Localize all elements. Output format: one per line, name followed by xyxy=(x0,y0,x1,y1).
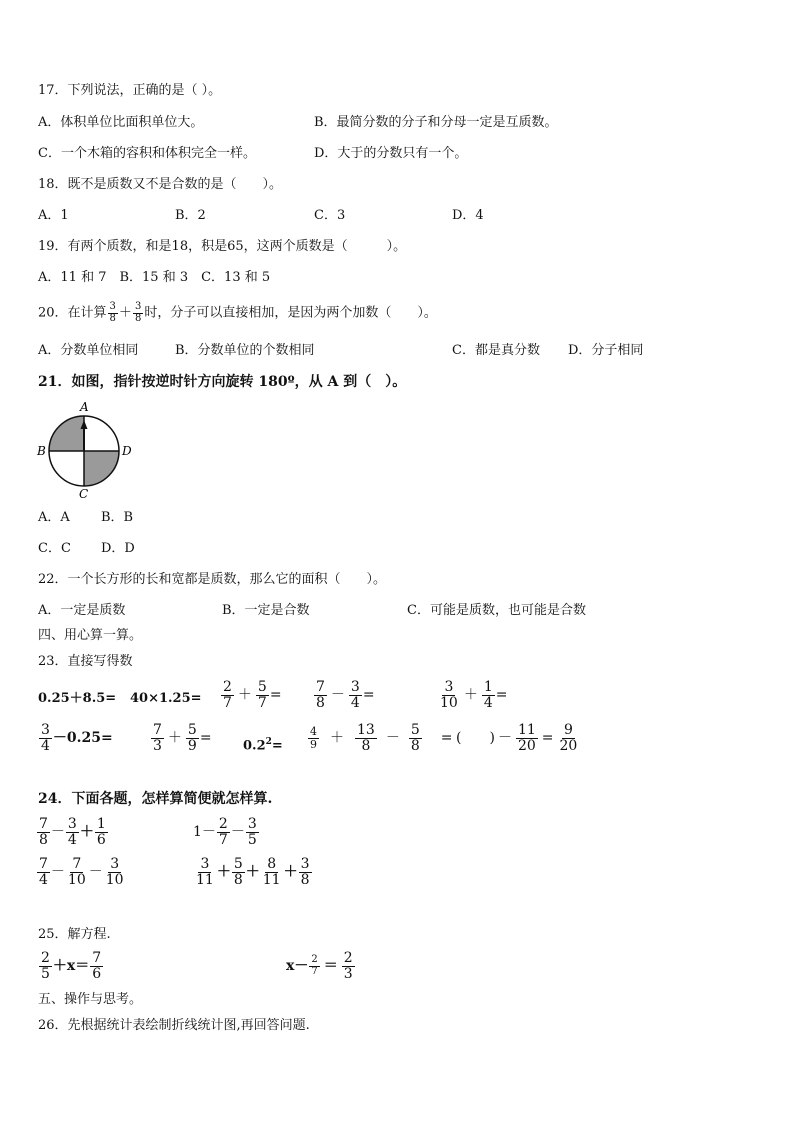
fraction-numerator: 3 xyxy=(67,816,77,832)
fraction-denominator: 5 xyxy=(247,831,257,848)
fraction-numerator: 7 xyxy=(39,816,48,832)
q22-option-a: A．一定是质数 xyxy=(38,603,126,618)
q17-option-d: D．大于的分数只有一个。 xyxy=(314,146,468,161)
q20-option-d: D．分子相同 xyxy=(568,343,644,358)
q21-option-c: C．C xyxy=(38,541,71,556)
fraction-denominator: 8 xyxy=(39,831,48,848)
fraction-numerator: 5 xyxy=(410,722,420,738)
fraction-denominator: 20 xyxy=(517,737,536,754)
q25-equation-1: $\frac{2}{5}$ ＋x＝ $\frac{7}{6}$ xyxy=(41,950,102,982)
fraction-numerator: 2 xyxy=(218,816,228,832)
section-4-heading: 四、用心算一算。 xyxy=(38,628,143,643)
fraction-denominator: 5 xyxy=(41,965,50,982)
q23-r1-e2: 40×1.25= xyxy=(130,691,202,706)
q18-stem: 18．既不是质数又不是合数的是（ ）。 xyxy=(38,177,283,192)
q18-option-a: A．1 xyxy=(38,208,69,223)
q18-option-b: B．2 xyxy=(175,208,206,223)
fraction-numerator: 9 xyxy=(563,722,573,738)
fraction-denominator: 6 xyxy=(92,965,102,982)
fraction-numerator: 7 xyxy=(39,856,48,872)
fraction-denominator: 6 xyxy=(96,831,106,848)
q24-problem-4: $\frac{3}{11}$ ＋ $\frac{5}{8}$ ＋ $\frac{8}{11}$ ＋ $\frac{3}{8}$ xyxy=(196,856,310,888)
fraction-numerator: 7 xyxy=(153,722,162,738)
q23-stem: 23．直接写得数 xyxy=(38,654,133,669)
fraction-denominator: 3 xyxy=(343,965,353,982)
fraction-numerator: 3 xyxy=(200,856,210,872)
q18-option-d: D．4 xyxy=(452,208,484,223)
fraction-denominator: 8 xyxy=(410,737,420,754)
fraction-denominator: 8 xyxy=(361,737,371,754)
fraction-denominator: 7 xyxy=(223,694,232,711)
q21-option-d: D．D xyxy=(101,541,135,556)
fraction-numerator: 11 xyxy=(517,722,536,738)
fraction-numerator: 1 xyxy=(96,816,106,832)
fraction-numerator: 3 xyxy=(444,679,454,695)
rotation-dial-diagram xyxy=(34,398,144,500)
q22-stem: 22．一个长方形的长和宽都是质数，那么它的面积（ ）。 xyxy=(38,572,387,587)
fraction-denominator: 7 xyxy=(218,831,228,848)
q25-equation-2: x－ $\frac{2}{7}$ ＝ $\frac{2}{3}$ xyxy=(286,950,353,982)
fraction-numerator: 8 xyxy=(267,856,277,872)
q21-option-b: B．B xyxy=(101,510,134,525)
section-5-heading: 五、操作与思考。 xyxy=(38,992,143,1007)
q23-r1-e3: $\frac{2}{7}$ ＋ $\frac{5}{7}$ = xyxy=(223,679,282,711)
fraction-denominator: 9 xyxy=(310,737,317,751)
fraction-denominator: 3 xyxy=(153,737,162,754)
fraction-denominator: 8 xyxy=(109,312,116,324)
q22-option-c: C．可能是质数，也可能是合数 xyxy=(407,603,586,618)
fraction-numerator: 7 xyxy=(92,950,102,966)
label-c: C xyxy=(79,487,89,500)
label-d: D xyxy=(122,444,132,458)
fraction-denominator: 7 xyxy=(311,965,318,977)
fraction-denominator: 4 xyxy=(350,694,360,711)
fraction-denominator: 4 xyxy=(41,737,50,754)
fraction-denominator: 11 xyxy=(262,871,281,888)
fraction-numerator: 3 xyxy=(41,722,50,738)
fraction xyxy=(133,302,143,324)
q23-r2-e3: $0.2^2=$ xyxy=(243,737,283,754)
fraction-numerator: 2 xyxy=(311,954,318,966)
fraction-numerator: 3 xyxy=(247,816,257,832)
fraction-denominator: 11 xyxy=(196,871,214,888)
fraction-numerator: 1 xyxy=(483,679,493,695)
q17-option-a: A．体积单位比面积单位大。 xyxy=(38,115,204,130)
fraction-numerator: 7 xyxy=(316,679,325,695)
fraction-denominator: 10 xyxy=(67,871,86,888)
fraction-numerator: 3 xyxy=(350,679,360,695)
q21-option-a: A．A xyxy=(38,510,70,525)
q25-stem: 25．解方程. xyxy=(38,927,111,942)
q17-option-b: B．最简分数的分子和分母一定是互质数。 xyxy=(314,115,558,130)
q24-problem-1: $\frac{7}{8}$ － $\frac{3}{4}$ ＋ $\frac{1}{6}$ xyxy=(39,816,106,848)
q23-r2-e4: $\frac{4}{9}$ ＋ $\frac{13}{8}$ － $\frac{5}{8}$ = xyxy=(310,722,453,754)
fraction-denominator: 8 xyxy=(300,871,310,888)
q24-stem: 24．下面各题，怎样算简便就怎样算. xyxy=(38,791,273,807)
fraction-denominator: 10 xyxy=(105,871,124,888)
fraction-denominator: 4 xyxy=(483,694,493,711)
fraction-denominator: 8 xyxy=(134,312,142,324)
fraction-numerator: 4 xyxy=(310,725,317,739)
fraction-denominator: 4 xyxy=(39,871,48,888)
fraction-denominator: 9 xyxy=(187,737,197,754)
fraction-numerator: 5 xyxy=(233,856,243,872)
q23-r2-e1: $\frac{3}{4}$ －0.25= xyxy=(41,722,113,754)
q21-stem: 21．如图，指针按逆时针方向旋转 180º，从 A 到（ ）。 xyxy=(38,374,407,390)
q20-stem: 20．在计算 $\frac{3}{8}$ ＋ $\frac{3}{8}$ 时，分子可以直接相加，是因为两个加数（ ）。 xyxy=(38,301,437,324)
label-b: B xyxy=(37,444,46,458)
fraction xyxy=(108,302,118,324)
q23-r1-e5: $\frac{3}{10}$ ＋ $\frac{1}{4}$ = xyxy=(440,679,508,711)
q26-stem: 26．先根据统计表绘制折线统计图,再回答问题. xyxy=(38,1018,310,1033)
fraction-numerator: 3 xyxy=(109,301,116,312)
q19-stem: 19．有两个质数，和是18，积是65，这两个质数是（ ）。 xyxy=(38,239,407,254)
fraction-numerator: 2 xyxy=(343,950,353,966)
q23-r1-e4: $\frac{7}{8}$ － $\frac{3}{4}$ = xyxy=(316,679,375,711)
fraction-numerator: 5 xyxy=(187,722,197,738)
fraction-numerator: 3 xyxy=(134,301,142,312)
q17-stem: 17．下列说法，正确的是（ ）。 xyxy=(38,83,222,98)
fraction-numerator: 3 xyxy=(110,856,120,872)
q20-option-a: A．分数单位相同 xyxy=(38,343,139,358)
fraction-numerator: 13 xyxy=(357,722,375,738)
q17-option-c: C．一个木箱的容积和体积完全一样。 xyxy=(38,146,256,161)
q19-options: A．11 和 7 B．15 和 3 C．13 和 5 xyxy=(38,270,271,285)
fraction-denominator: 8 xyxy=(316,694,325,711)
q20-option-b: B．分数单位的个数相同 xyxy=(175,343,315,358)
fraction-denominator: 7 xyxy=(257,694,267,711)
q20-option-c: C．都是真分数 xyxy=(452,343,540,358)
q23-r2-e2: $\frac{7}{3}$ ＋ $\frac{5}{9}$ = xyxy=(153,722,212,754)
q24-problem-3: $\frac{7}{4}$ － $\frac{7}{10}$ － $\frac{3}{10}$ xyxy=(39,856,124,888)
q23-r1-e1: 0.25＋8.5= xyxy=(38,691,117,706)
q22-option-b: B．一定是合数 xyxy=(222,603,310,618)
fraction-numerator: 5 xyxy=(257,679,267,695)
fraction-numerator: 2 xyxy=(41,950,50,966)
q18-option-c: C．3 xyxy=(314,208,346,223)
fraction-denominator: 8 xyxy=(233,871,243,888)
q24-problem-2: 1－ $\frac{2}{7}$ － $\frac{3}{5}$ xyxy=(193,816,257,848)
q23-r2-e5: ( ) － $\frac{11}{20}$ = $\frac{9}{20}$ xyxy=(456,722,578,754)
fraction-denominator: 10 xyxy=(440,694,458,711)
fraction-numerator: 2 xyxy=(223,679,232,695)
fraction-denominator: 4 xyxy=(67,831,77,848)
label-a: A xyxy=(80,400,89,414)
fraction-denominator: 20 xyxy=(559,737,578,754)
fraction-numerator: 7 xyxy=(72,856,82,872)
fraction-numerator: 3 xyxy=(300,856,310,872)
